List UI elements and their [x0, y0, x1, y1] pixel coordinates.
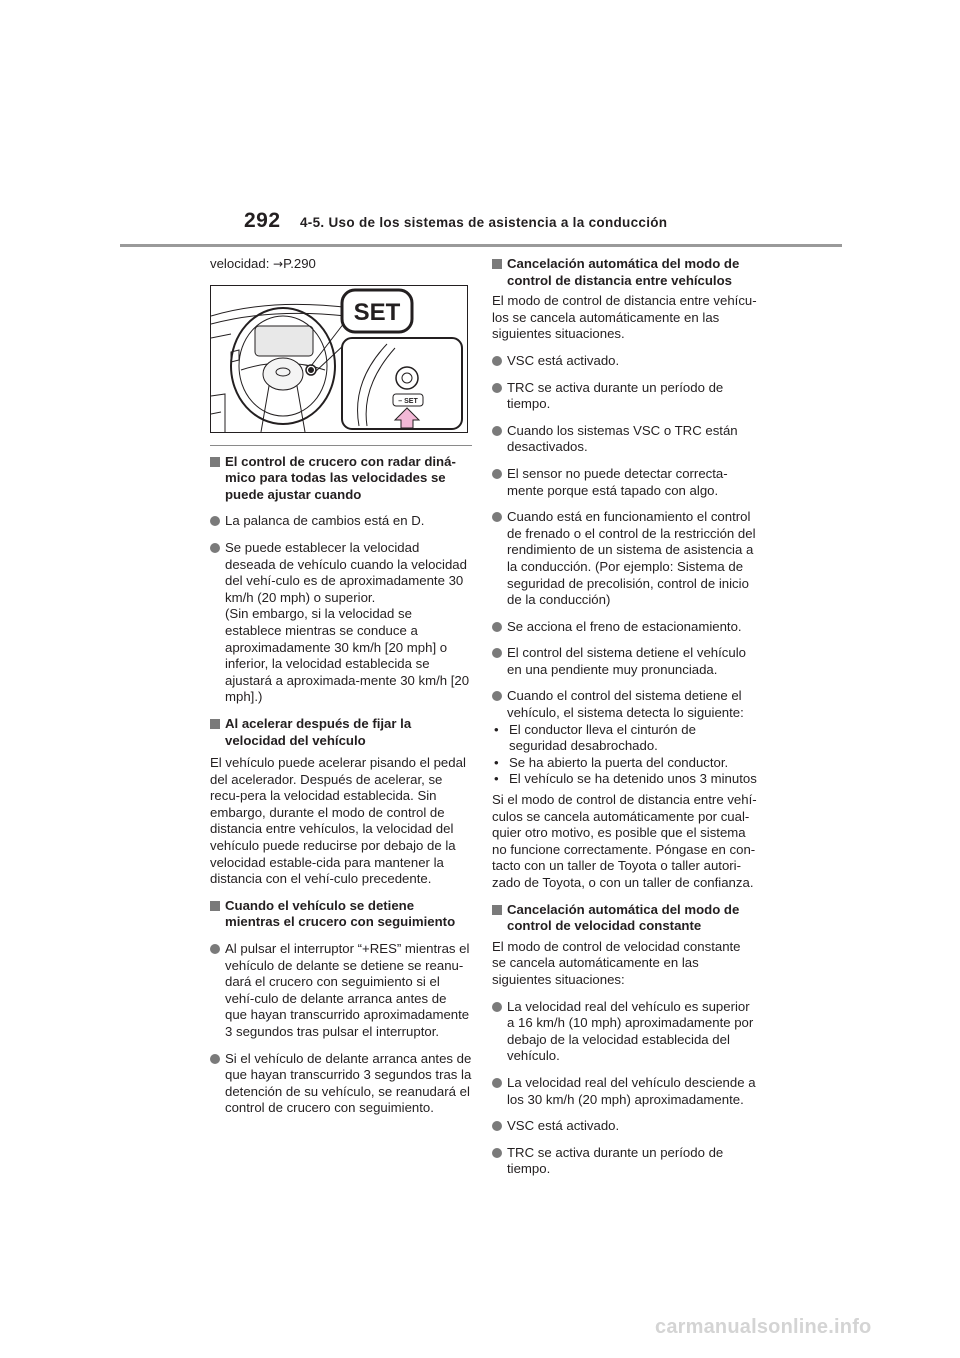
intro-text: velocidad:	[210, 256, 274, 271]
bullet-icon	[492, 1148, 502, 1158]
heading-distance-cancel: Cancelación automática del modo de control de distancia entre vehículos	[492, 256, 757, 289]
bullet-icon	[492, 469, 502, 479]
square-bullet-icon	[492, 905, 502, 915]
list-item: Se puede establecer la velocidad deseada de vehículo cuando la velocidad del vehí-culo es de aproximadamente 30 km/h (20 mph) o superior. (Sin embargo, si la velocidad se establece mientras se conduce a aproximadamente 30 km/h [20 mph] o inferior, la velocidad establecida se ajustará a aproximada-mente 30 km/h [20 mph].)	[210, 540, 472, 706]
illustration-svg	[211, 286, 467, 432]
steering-wheel-illustration	[210, 285, 468, 433]
list-item: La velocidad real del vehículo es superior a 16 km/h (10 mph) aproximadamente por debajo de la velocidad establecida del vehículo.	[492, 999, 757, 1065]
figure-divider	[210, 445, 472, 446]
heading-accelerating: Al acelerar después de fijar la velocidad del vehículo	[210, 716, 472, 749]
heading-constant-speed-cancel: Cancelación automática del modo de control de velocidad constante	[492, 902, 757, 935]
sub-list-item: • El conductor lleva el cinturón de seguridad desabrochado.	[494, 721, 696, 754]
page-ref-arrow-icon: →	[273, 257, 284, 271]
list-item: Si el vehículo de delante arranca antes de que hayan transcurrido 3 segundos tras la detención de su vehículo, se reanudará el control de crucero con seguimiento.	[210, 1051, 472, 1117]
intro-line	[210, 256, 472, 273]
bullet-icon	[492, 1078, 502, 1088]
sub-list-item: • Se ha abierto la puerta del conductor.	[494, 754, 729, 770]
paragraph: El modo de control de distancia entre vehícu-los se cancela automáticamente en las siguientes situaciones.	[492, 293, 757, 342]
list-item: El control del sistema detiene el vehículo en una pendiente muy pronunciada.	[492, 645, 757, 678]
right-column	[492, 256, 757, 1188]
list-item: La velocidad real del vehículo desciende a los 30 km/h (20 mph) aproximadamente.	[492, 1075, 757, 1108]
paragraph: El vehículo puede acelerar pisando el pedal del acelerador. Después de acelerar, se recu-pera la velocidad establecida. Sin embargo, durante el modo de control de distancia entre vehículos, la velocidad del vehículo puede reducirse por debajo de la velocidad estable-cida para mantener la distancia con el vehí-culo precedente.	[210, 755, 466, 887]
list-item: Cuando el control del sistema detiene el vehículo, el sistema detecta lo siguiente:	[492, 688, 757, 721]
bullet-icon	[210, 543, 220, 553]
list-item: Al pulsar el interruptor “+RES” mientras el vehículo de delante se detiene se reanu-dará el crucero con seguimiento si el vehí-culo de delante arranca antes de que hayan transcurrido aproximadamente 3 segundos tras pulsar el interruptor.	[210, 941, 472, 1041]
section-title: 4-5. Uso de los sistemas de asistencia a la conducción	[300, 215, 668, 230]
set-callout-label: SET	[353, 298, 401, 326]
bullet-icon	[492, 356, 502, 366]
watermark: carmanualsonline.info	[655, 1316, 872, 1338]
sub-list	[492, 722, 757, 788]
bullet-icon	[492, 1121, 502, 1131]
sub-list-item: • El vehículo se ha detenido unos 3 minutos	[494, 771, 757, 787]
header-divider	[120, 244, 842, 247]
square-bullet-icon	[210, 457, 220, 467]
bullet-icon	[492, 622, 502, 632]
bullet-icon	[492, 426, 502, 436]
heading-vehicle-stops: Cuando el vehículo se detiene mientras el crucero con seguimiento	[210, 898, 472, 931]
bullet-icon	[492, 512, 502, 522]
paragraph: El modo de control de velocidad constante se cancela automáticamente en las siguientes situaciones:	[492, 938, 741, 987]
bullet-icon	[492, 648, 502, 658]
square-bullet-icon	[492, 259, 502, 269]
heading-adjust-conditions: El control de crucero con radar diná-mico para todas las velocidades se puede ajustar cuando	[210, 454, 472, 504]
bullet-icon	[210, 516, 220, 526]
page-number: 292	[244, 209, 281, 232]
list-item: Se acciona el freno de estacionamiento.	[492, 619, 757, 636]
list-item: TRC se activa durante un período de tiempo.	[492, 1145, 757, 1178]
page-reference[interactable]: P.290	[283, 256, 316, 271]
list-item: TRC se activa durante un período de tiempo.	[492, 380, 757, 413]
list-item: El sensor no puede detectar correcta-mente porque está tapado con algo.	[492, 466, 757, 499]
square-bullet-icon	[210, 719, 220, 729]
square-bullet-icon	[210, 901, 220, 911]
sub-bullet-icon: •	[494, 771, 499, 787]
bullet-icon	[492, 1002, 502, 1012]
list-item: VSC está activado.	[492, 1118, 757, 1135]
bullet-icon	[492, 383, 502, 393]
list-item: Cuando los sistemas VSC o TRC están desactivados.	[492, 423, 757, 456]
list-item: VSC está activado.	[492, 353, 757, 370]
list-item: La palanca de cambios está en D.	[210, 513, 472, 530]
set-button-label: – SET	[398, 397, 418, 405]
sub-bullet-icon: •	[494, 721, 499, 737]
bullet-icon	[210, 944, 220, 954]
left-column	[210, 256, 472, 1127]
bullet-icon	[210, 1054, 220, 1064]
list-item: Cuando está en funcionamiento el control de frenado o el control de la restricción del rendimiento de un sistema de asistencia a la conducción. (Por ejemplo: Sistema de seguridad de precolisión, control de inicio de la conducción)	[492, 509, 757, 609]
bullet-icon	[492, 691, 502, 701]
sub-bullet-icon: •	[494, 754, 499, 770]
paragraph: Si el modo de control de distancia entre vehí-culos se cancela automáticamente por cual-quier otro motivo, es posible que el sistema no funcione correctamente. Póngase en con-tacto con un taller de Toyota o taller autori-zado de Toyota, o con un taller de confianza.	[492, 792, 757, 890]
